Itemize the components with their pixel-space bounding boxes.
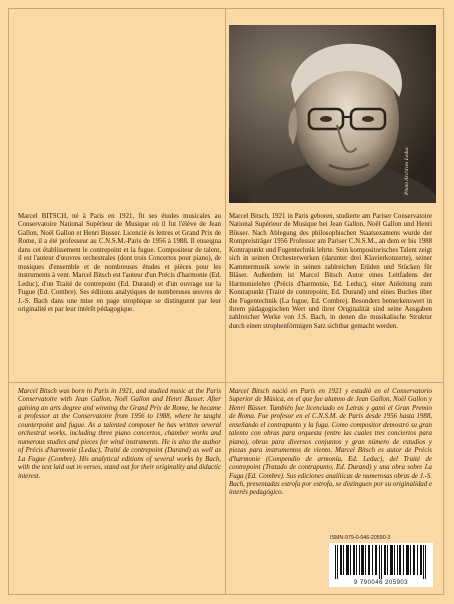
biography-french: Marcel BITSCH, né à Paris en 1921, fit ses études musicales au Conservatoire National Supérieur de Musique où il fut l'élève de Jean Gallon, Noël Gallon et Henri Busser. Licencié ès lettres et Grand Prix de Rome, il a été professeur au C.N.S.M.-Paris de 1956 à 1988. Il enseigna dans cet établissement le contrepoint et la fugue. Compositeur de talent, il est l'auteur d'œuvres orchestrales (dont trois Concertos pour piano), de musiques d'ensemble et de nombreuses études et pièces pour les instruments à vent. Marcel Bitsch est l'auteur d'un Précis d'harmonie (Ed. Leduc), d'un Traité de contrepoint (Ed. Durand) et d'un ouvrage sur la Fugue (Ed. Combre). Ses éditions analytiques de nombreuses œuvres de J.-S. Bach dans une mise en page strophique se distinguent par leur originalité et par leur intérêt pédagogique. bbox=[18, 213, 221, 313]
barcode-bars bbox=[329, 543, 433, 579]
biography-german: Marcel Bitsch, 1921 in Paris geboren, studierte am Pariser Conservatoire National Supérieur de Musique bei Jean Gallon, Noël Gallon und Henri Büsser. Nach Ablegung des philosophischen Staatsexamens wurde der Rompreisträger 1956 Professor am Pariser C.N.S.M., an dem er bis 1988 Kontrapunkt und Fugentechnik lehrte. Sein kompositorisches Talent zeigt sich in seinen Orchesterwerken (darunter drei Klavierkonzerte), seiner Kammermusik sowie in seinen zahlreichen Etüden und Stücken für Bläser. Außerdem ist Marcel Bitsch Autor eines Leitfadens der Harmonielehre (Précis d'harmonie, Ed. Leduc), einer Anleitung zum Kontrapunkt (Traité de contrepoint, Ed. Durand) und eines Buches über die Fugentechnik (La fugue, Ed. Combre). Besonders bemerkenswert in ihrem pädagogischen Wert und ihrer Originalität sind seine Ausgaben zahlreicher Werke von J.S. Bach, in denen die musikalische Struktur durch einen strophenförmigen Satz sichtbar gemacht werden. bbox=[229, 213, 433, 330]
biography-spanish: Marcel Bitsch nació en París en 1921 y estudió en el Conservatorio Superior de Música, en el que fue alumno de Jean Gallon, Noël Gallon y Henri Büsser. También fue licenciado en Letras y ganó el Gran Premio de Roma. Fue profesor en el C.N.S.M. de París desde 1956 hasta 1988, enseñando el contrapunto y la fuga. Como compositor demostró su gran talento con obras para orquesta (entre las cuales tres conciertos para piano), obras para diversos conjuntos y gran número de estudios y piezas para instrumentos de viento. Marcel Bitsch es autor de Précis d'harmonie (Compendio de armonía, Ed. Leduc), del Traité de contrepoint (Tratado de contrapunto, Ed. Durand) y una obra sobre La Fuga (Ed. Combre). Sus ediciones analíticas de numerosas obras de J.-S. Bach, presentadas estrofa por estrofa, se distinguen por su originalidad e interés pedagógico. bbox=[229, 388, 432, 497]
biography-english: Marcel Bitsch was born in Paris in 1921, and studied music at the Paris Conservatoire with Jean Gallon, Noël Gallon and Henri Busser. After gaining an arts degree and winning the Grand Prix de Rome, he became a professor at the Conservatoire from 1956 to 1988, where he taught counterpoint and fugue. As a talented composer he has written several orchestral works, including three piano concertos, chamber works and numerous studies and pieces for wind instruments. He is also the author of Précis d'harmonie (Leduc), Traité de contrepoint (Durand) as well as La Fugue (Combre). His analytical editions of several works by Bach, with the text laid out in verses, stand out for their originality and didactic interest. bbox=[18, 388, 221, 480]
barcode-digits: 9 790046 205903 bbox=[329, 580, 433, 586]
column-divider bbox=[225, 8, 226, 595]
photo-credit: Photo Archives Leduc bbox=[404, 146, 410, 195]
section-divider bbox=[8, 382, 444, 383]
ismn-number: ISMN-979-0-046-20590-3 bbox=[330, 535, 391, 541]
